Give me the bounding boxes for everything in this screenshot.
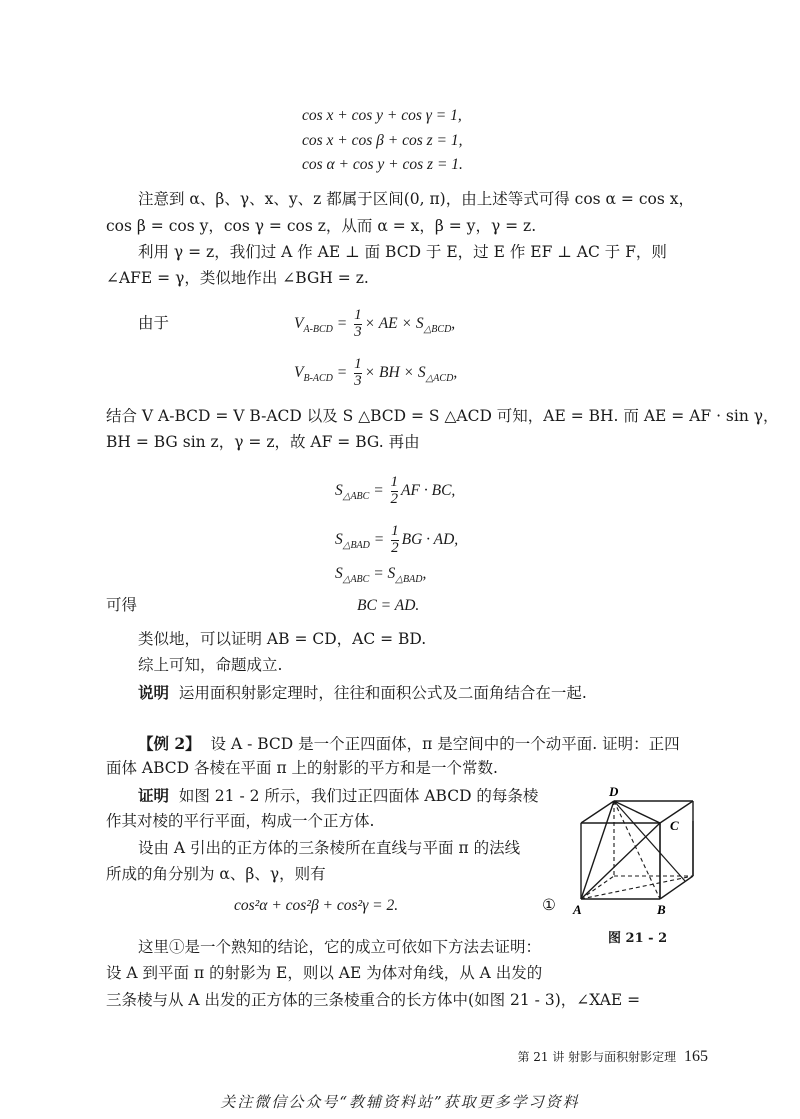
tetra-edge-ad [581, 801, 614, 899]
example-2-line-2: 面体 ABCD 各棱在平面 π 上的射影的平方和是一个常数. [106, 759, 498, 777]
proof-line-2: 作其对棱的平行平面，构成一个正方体. [106, 812, 375, 830]
proof-line-4: 所成的角分别为 α、β、γ，则有 [106, 865, 326, 883]
vertex-label-d: D [609, 784, 619, 799]
paragraph-5: 综上可知，命题成立. [138, 656, 283, 674]
vertex-label-c: C [670, 818, 679, 833]
proof-label: 证明 [138, 786, 170, 805]
figure-caption: 图 21 - 2 [608, 931, 668, 946]
paragraph-6-line-3: 三条棱与从 A 出发的正方体的三条棱重合的长方体中(如图 21 - 3)，∠XAE = [106, 991, 641, 1009]
paragraph-3-line-1: 结合 V A-BCD = V B-ACD 以及 S △BCD = S △ACD 可知，AE = BH. 而 AE = AF · sin γ， [106, 407, 779, 425]
bc-ad-equation: BC = AD. [357, 597, 420, 614]
tetra-edge-ac [581, 823, 660, 899]
page-number: 165 [684, 1048, 708, 1065]
equation-line-3: cos α + cos y + cos z = 1. [302, 156, 463, 173]
kede-label: 可得 [106, 596, 138, 614]
page-footer [517, 1048, 708, 1066]
paragraph-1-line-1: 注意到 α、β、γ、x、y、z 都属于区间(0, π)，由上述等式可得 cos α = cos x， [138, 190, 694, 208]
fraction: $\frac{1}{3}$ [354, 307, 362, 340]
fraction: $\frac{1}{3}$ [354, 356, 362, 389]
cube-edge [581, 801, 614, 823]
proof-line-3: 设由 A 引出的正方体的三条棱所在直线与平面 π 的法线 [138, 839, 521, 857]
area-formula-2: $S_{\triangle BAD}$ = $\frac{1}{2}$ BG · AD, [335, 523, 459, 556]
equation-line-2: cos x + cos β + cos z = 1, [302, 132, 463, 149]
note-text: 运用面积射影定理时，往往和面积公式及二面角结合在一起. [178, 684, 587, 702]
paragraph-1-line-2: cos β = cos y，cos γ = cos z，从而 α = x，β = y，γ = z. [106, 217, 537, 235]
paragraph-2-line-2: ∠AFE = γ，类似地作出 ∠BGH = z. [106, 269, 369, 287]
volume-formula-1: $V_{A-BCD}$ = $\frac{1}{3}$ × AE × $S_{\triangle BCD}$, [294, 307, 456, 340]
example-2-line-1: 【例 2】 设 A - BCD 是一个正四面体，π 是空间中的一个动平面. 证明：正四 [138, 734, 680, 753]
watermark-text: 关注微信公众号“教辅资料站”获取更多学习资料 [220, 1093, 580, 1111]
chapter-title: 第 21 讲 射影与面积射影定理 [517, 1050, 677, 1064]
example-2-label: 【例 2】 [138, 734, 201, 753]
volume-formula-2: $V_{B-ACD}$ = $\frac{1}{3}$ × BH × $S_{\triangle ACD}$, [294, 356, 458, 389]
equation-marker-1: ① [542, 896, 556, 914]
cos-squared-equation: cos²α + cos²β + cos²γ = 2. [234, 897, 399, 914]
fraction: $\frac{1}{2}$ [390, 474, 399, 507]
youyu-label: 由于 [138, 314, 170, 332]
paragraph-4: 类似地，可以证明 AB = CD，AC = BD. [138, 630, 427, 648]
area-formula-1: $S_{\triangle ABC}$ = $\frac{1}{2}$ AF · BC, [335, 474, 456, 507]
cube-edge [660, 876, 693, 899]
equation-line-1: cos x + cos y + cos γ = 1, [302, 107, 462, 124]
paragraph-3-line-2: BH = BG sin z，γ = z，故 AF = BG. 再由 [106, 433, 420, 451]
paragraph-2-line-1: 利用 γ = z，我们过 A 作 AE ⊥ 面 BCD 于 E，过 E 作 EF ⊥ AC 于 F，则 [138, 243, 667, 261]
paragraph-6-line-1: 这里①是一个熟知的结论，它的成立可依如下方法去证明： [138, 938, 542, 956]
note-line [138, 685, 587, 702]
vertex-label-b: B [657, 902, 666, 917]
fraction: $\frac{1}{2}$ [391, 523, 399, 556]
paragraph-6-line-2: 设 A 到平面 π 的射影为 E，则以 AE 为体对角线，从 A 出发的 [106, 964, 543, 982]
note-label: 说明 [138, 683, 170, 702]
proof-line-1: 证明 如图 21 - 2 所示，我们过正四面体 ABCD 的每条棱 [138, 786, 539, 805]
tetra-edge-dc [614, 801, 660, 823]
vertex-label-a: A [573, 902, 582, 917]
area-formula-3: $S_{\triangle ABC} = S_{\triangle BAD}$, [335, 565, 427, 586]
cube-tetrahedron-figure [565, 780, 715, 925]
